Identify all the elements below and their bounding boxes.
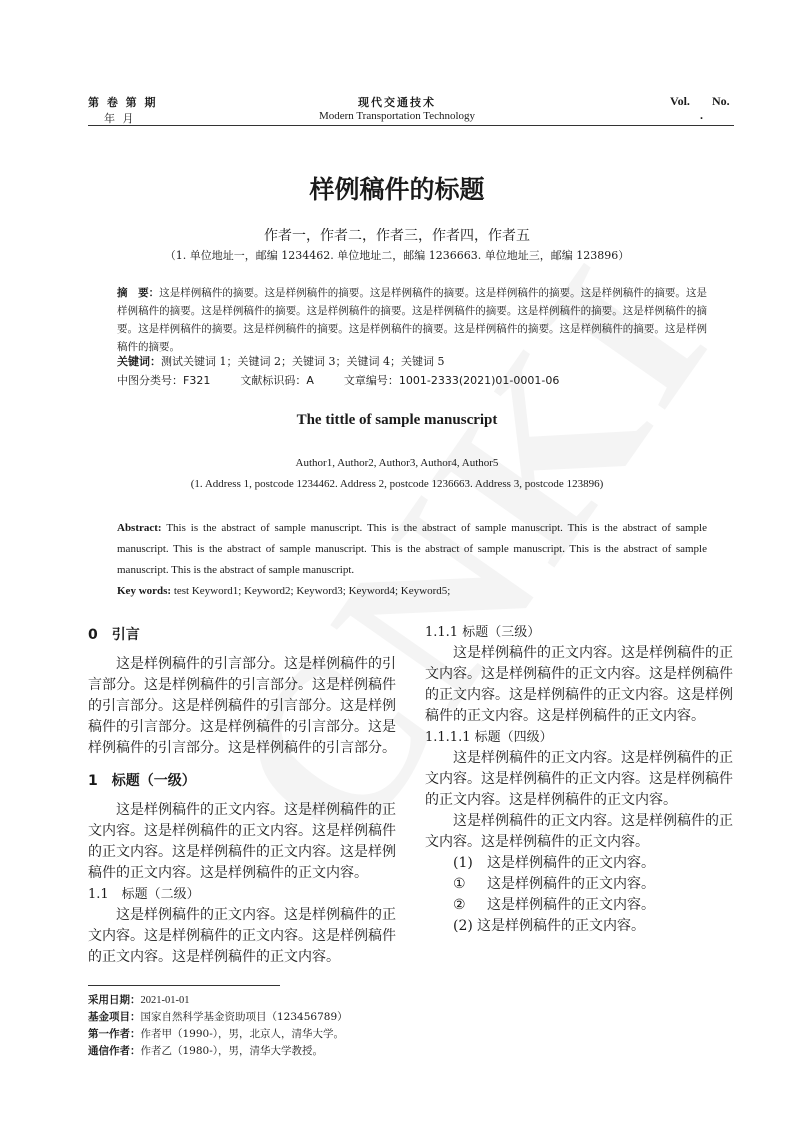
- keywords-cn-text: 测试关键词 1；关键词 2；关键词 3；关键词 4；关键词 5: [161, 355, 445, 368]
- authors-en: Author1, Author2, Author3, Author4, Author5: [295, 457, 499, 469]
- list-marker: (2): [453, 918, 473, 934]
- first-author-value: 作者甲（1990-），男，北京人，清华大学。: [140, 1028, 345, 1040]
- abstract-en-text: This is the abstract of sample manuscript. This is the abstract of sample manuscript. This is the abstract of sample manuscript. This is the abstract of sample manuscript. This is the abstract of sample manuscript. This is the abstract of sample manuscript. This is the abstract of sample manuscript.: [117, 522, 707, 576]
- keywords-en: [117, 582, 707, 600]
- section-heading-1: 1 标题（一级）: [88, 773, 196, 789]
- intro-paragraph: 这是样例稿件的引言部分。这是样例稿件的引言部分。这是样例稿件的引言部分。这是样例稿件的引言部分。这是样例稿件的引言部分。这是样例稿件的引言部分。这是样例稿件的引言部分。这是样例稿件的引言部分。这是样例稿件的引言部分。: [88, 656, 396, 756]
- body-paragraph-5: 这是样例稿件的正文内容。这是样例稿件的正文内容。这是样例稿件的正文内容。: [425, 813, 733, 850]
- list-item: [425, 853, 733, 874]
- affiliation-cn: （1. 单位地址一，邮编 1234462. 单位地址二，邮编 1236663. 单位地址三，邮编 123896）: [164, 249, 630, 262]
- paper-title-en: The tittle of sample manuscript: [296, 412, 498, 428]
- corresponding-author-label: 通信作者：: [88, 1045, 141, 1057]
- abstract-en-label: Abstract:: [117, 522, 162, 534]
- authors-cn: 作者一，作者二，作者三，作者四，作者五: [264, 228, 530, 244]
- fund-value: 国家自然科学基金资助项目（123456789）: [140, 1011, 348, 1023]
- keywords-en-text: test Keyword1; Keyword2; Keyword3; Keyword4; Keyword5;: [171, 585, 451, 597]
- list-item: [425, 895, 733, 916]
- body-paragraph-4: 这是样例稿件的正文内容。这是样例稿件的正文内容。这是样例稿件的正文内容。这是样例稿件的正文内容。这是样例稿件的正文内容。: [425, 750, 733, 808]
- keywords-cn-label: 关键词：: [117, 355, 161, 368]
- accept-date: [88, 992, 348, 1009]
- heading-level-4: 1.1.1.1 标题（四级）: [425, 730, 553, 745]
- list-item-text: 这是样例稿件的正文内容。: [477, 918, 645, 934]
- affiliation-en: (1. Address 1, postcode 1234462. Address 2, postcode 1236663. Address 3, postcode 123896): [190, 478, 604, 490]
- footnote: [88, 992, 348, 1060]
- number-label: No.: [712, 94, 730, 108]
- subsection-heading-1-1: 1.1 标题（二级）: [88, 887, 200, 902]
- left-column: [88, 625, 396, 968]
- abstract-cn-label: 摘 要：: [117, 287, 160, 299]
- list-item-text: 这是样例稿件的正文内容。: [487, 897, 655, 913]
- list-item-text: 这是样例稿件的正文内容。: [487, 855, 655, 871]
- volume-label: Vol.: [670, 94, 690, 108]
- keywords-cn: [117, 353, 707, 371]
- date-line: 年 月: [104, 112, 136, 125]
- list-item-text: 这是样例稿件的正文内容。: [487, 876, 655, 892]
- paper-title-cn: 样例稿件的标题: [309, 175, 485, 204]
- accept-date-value: 2021-01-01: [140, 995, 190, 1006]
- abstract-cn: [117, 284, 707, 356]
- corresponding-author-value: 作者乙（1980-），男，清华大学教授。: [140, 1045, 324, 1057]
- section-heading-intro: 0 引言: [88, 627, 140, 643]
- accept-date-label: 采用日期：: [88, 994, 141, 1006]
- subsubsection-heading-1-1-1: 1.1.1 标题（三级）: [425, 625, 541, 640]
- document-code: 文献标识码：A: [240, 374, 314, 387]
- issue-line: 第 卷 第 期: [88, 96, 158, 109]
- list-item: [425, 874, 733, 895]
- list-marker: ②: [453, 897, 466, 913]
- abstract-cn-text: 这是样例稿件的摘要。这是样例稿件的摘要。这是样例稿件的摘要。这是样例稿件的摘要。这是样例稿件的摘要。这是样例稿件的摘要。这是样例稿件的摘要。这是样例稿件的摘要。这是样例稿件的摘要。这是样例稿件的摘要。这是样例稿件的摘要。这是样例稿件的摘要。这是样例稿件的摘要。这是样例稿件的摘要。这是样例稿件的摘要。这是样例稿件的摘要。这是样例稿件的摘要。: [117, 287, 708, 353]
- corresponding-author-info: [88, 1043, 348, 1060]
- header-dot: .: [700, 108, 703, 122]
- article-number: 文章编号：1001-2333(2021)01-0001-06: [343, 374, 560, 387]
- right-column: [425, 622, 733, 937]
- body-paragraph-3: 这是样例稿件的正文内容。这是样例稿件的正文内容。这是样例稿件的正文内容。这是样例稿件的正文内容。这是样例稿件的正文内容。这是样例稿件的正文内容。这是样例稿件的正文内容。: [425, 645, 733, 724]
- footnote-rule: [88, 985, 280, 986]
- journal-name-cn: 现代交通技术: [358, 96, 436, 109]
- keywords-en-label: Key words:: [117, 585, 172, 597]
- classification-line: [117, 372, 707, 390]
- list-marker: (1): [453, 855, 473, 871]
- clc-number: 中图分类号：F321: [117, 374, 211, 387]
- list-item: [425, 916, 733, 937]
- list-marker: ①: [453, 876, 466, 892]
- header-rule: [88, 125, 734, 126]
- fund-info: [88, 1009, 348, 1026]
- journal-name-en: Modern Transportation Technology: [318, 110, 476, 122]
- first-author-info: [88, 1026, 348, 1043]
- body-paragraph-1: 这是样例稿件的正文内容。这是样例稿件的正文内容。这是样例稿件的正文内容。这是样例稿件的正文内容。这是样例稿件的正文内容。这是样例稿件的正文内容。这是样例稿件的正文内容。: [88, 802, 396, 881]
- first-author-label: 第一作者：: [88, 1028, 141, 1040]
- body-paragraph-2: 这是样例稿件的正文内容。这是样例稿件的正文内容。这是样例稿件的正文内容。这是样例稿件的正文内容。这是样例稿件的正文内容。: [88, 907, 396, 965]
- fund-label: 基金项目：: [88, 1011, 141, 1023]
- abstract-en: [117, 518, 707, 581]
